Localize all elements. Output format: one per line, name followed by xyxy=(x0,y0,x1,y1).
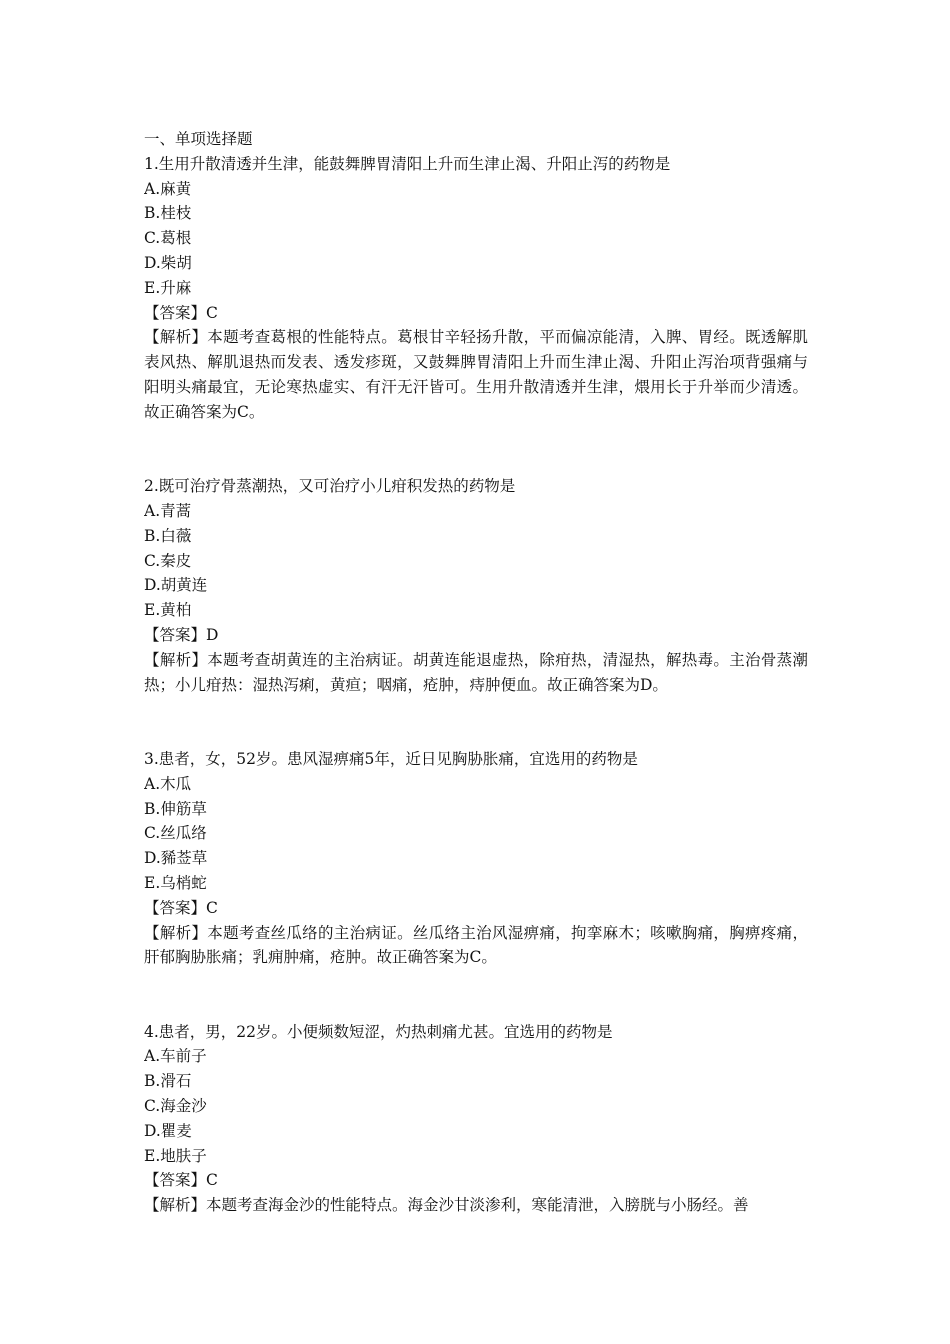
question-block xyxy=(144,474,808,697)
question-stem: 4.患者，男，22岁。小便频数短涩，灼热刺痛尤甚。宜选用的药物是 xyxy=(144,1022,613,1041)
option-a: A.车前子 xyxy=(144,1047,207,1066)
option-d: D.瞿麦 xyxy=(144,1121,192,1140)
question-block xyxy=(144,152,808,425)
option-c: C.葛根 xyxy=(144,229,192,248)
analysis-paragraph: 【解析】本题考查葛根的性能特点。葛根甘辛轻扬升散，平而偏凉能清，入脾、胃经。既透解肌表风热、解肌退热而发表、透发疹斑，又鼓舞脾胃清阳上升而生津止渴、升阳止泻治项背强痛与阳明头痛最宜，无论寒热虚实、有汗无汗皆可。生用升散清透并生津，煨用长于升举而少清透。故正确答案为C。 xyxy=(144,328,808,421)
question-stem: 2.既可治疗骨蒸潮热，又可治疗小儿疳积发热的药物是 xyxy=(144,477,516,496)
spacer xyxy=(144,697,808,747)
option-d: D.柴胡 xyxy=(144,253,192,272)
option-a: A.麻黄 xyxy=(144,179,192,198)
option-e: E.地肤子 xyxy=(144,1146,207,1165)
analysis-paragraph: 【解析】本题考查胡黄连的主治病证。胡黄连能退虚热，除疳热，清湿热，解热毒。主治骨蒸潮热；小儿疳热：湿热泻痢，黄疸；咽痛，疮肿，痔肿便血。故正确答案为D。 xyxy=(144,650,808,694)
question-stem: 3.患者，女，52岁。患风湿痹痛5年，近日见胸胁胀痛，宜选用的药物是 xyxy=(144,749,638,768)
option-e: E.升麻 xyxy=(144,278,192,297)
option-d: D.豨莶草 xyxy=(144,849,208,868)
question-stem: 1.生用升散清透并生津，能鼓舞脾胃清阳上升而生津止渴、升阳止泻的药物是 xyxy=(144,154,671,173)
option-b: B.白薇 xyxy=(144,526,192,545)
option-a: A.青蒿 xyxy=(144,501,192,520)
answer-line: 【答案】D xyxy=(144,625,219,644)
answer-line: 【答案】C xyxy=(144,898,218,917)
document-body xyxy=(144,127,808,1218)
option-c: C.丝瓜络 xyxy=(144,824,207,843)
question-block xyxy=(144,1020,808,1218)
option-d: D.胡黄连 xyxy=(144,576,208,595)
option-e: E.乌梢蛇 xyxy=(144,873,207,892)
option-b: B.滑石 xyxy=(144,1072,192,1091)
answer-line: 【答案】C xyxy=(144,1171,218,1190)
spacer xyxy=(144,425,808,475)
question-block xyxy=(144,747,808,970)
option-c: C.海金沙 xyxy=(144,1097,207,1116)
option-c: C.秦皮 xyxy=(144,551,192,570)
section-title: 一、单项选择题 xyxy=(144,130,253,148)
option-e: E.黄柏 xyxy=(144,601,192,620)
option-b: B.伸筋草 xyxy=(144,799,207,818)
analysis-paragraph: 【解析】本题考查丝瓜络的主治病证。丝瓜络主治风湿痹痛，拘挛麻木；咳嗽胸痛，胸痹疼痛，肝郁胸胁胀痛；乳痈肿痛，疮肿。故正确答案为C。 xyxy=(144,923,808,967)
analysis-paragraph: 【解析】本题考查海金沙的性能特点。海金沙甘淡渗利，寒能清泄，入膀胱与小肠经。善 xyxy=(144,1196,749,1215)
spacer xyxy=(144,970,808,1020)
option-a: A.木瓜 xyxy=(144,774,192,793)
option-b: B.桂枝 xyxy=(144,204,192,223)
answer-line: 【答案】C xyxy=(144,303,218,322)
